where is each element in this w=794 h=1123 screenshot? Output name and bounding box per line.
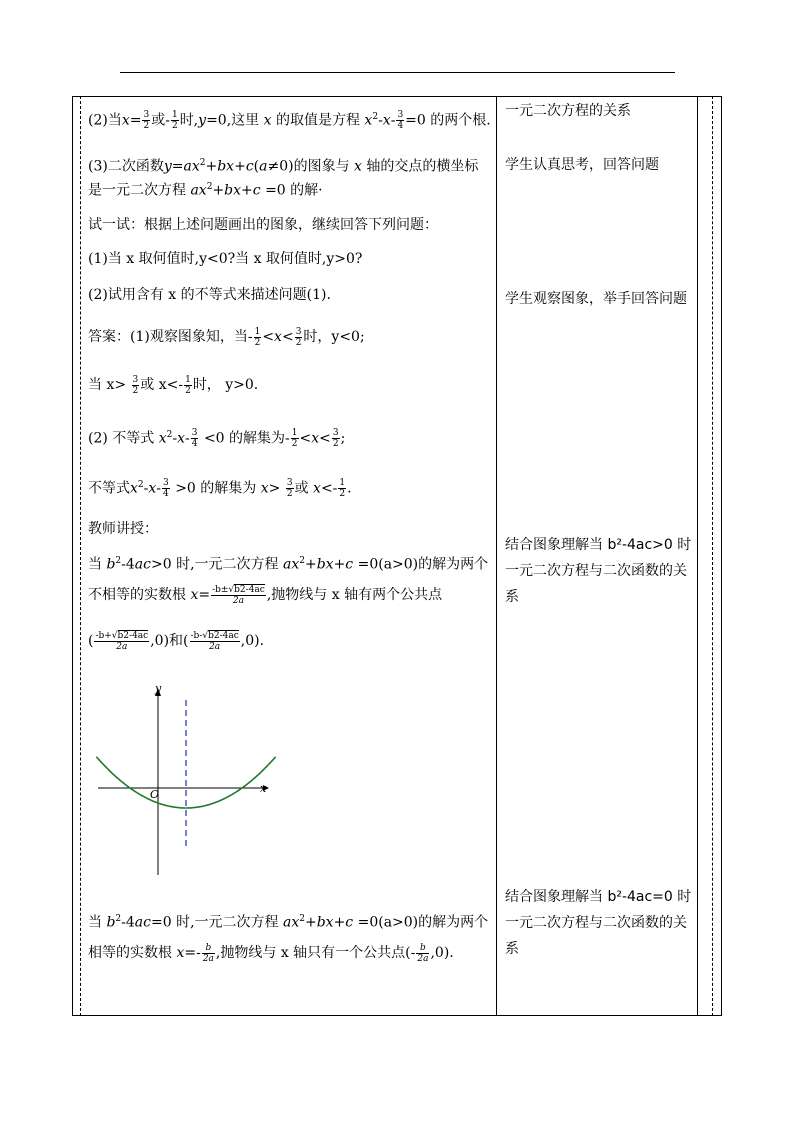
- parabola-graph: [88, 670, 288, 880]
- line-case1: 当 $b^2-4ac>0$ 时,一元二次方程 $ax^2+bx+c =0(a>0)$的解为两个: [88, 556, 489, 573]
- origin-label: O: [150, 788, 160, 801]
- line-equation: 是一元二次方程 $ax^2+bx+c =0$ 的解·: [88, 182, 323, 199]
- column-divider-right: [697, 96, 698, 1016]
- line-try: 试一试：根据上述问题画出的图象，继续回答下列问题：: [88, 217, 438, 233]
- header-rule: [120, 72, 675, 73]
- x-axis-label: x: [260, 782, 267, 795]
- line-case2-root: 相等的实数根 x=- $\frac{b}{2a}$ ,抛物线与 x 轴只有一个公共点(- $\frac{b}{2a}$ ,0).: [88, 942, 454, 964]
- line-ineq2: 不等式$x^2-x-$ $\frac{3}{4}$ >0 的解集为 x> $\frac{3}{2}$ 或 x<- $\frac{1}{2}$ .: [88, 478, 352, 500]
- line-q1: (1)当 x 取何值时,y<0?当 x 取何值时,y>0?: [88, 251, 363, 267]
- column-divider: [496, 96, 497, 1016]
- side-note-4: 结合图象理解当 b²-4ac>0 时一元二次方程与二次函数的关系: [505, 537, 692, 605]
- left-dashed-border: [80, 96, 81, 1016]
- line-ineq1: (2) 不等式 $x^2-x-$ $\frac{3}{4}$ <0 的解集为- $\frac{1}{2}$ <x< $\frac{3}{2}$ ;: [88, 428, 346, 450]
- line-quadratic: (3)二次函数$y=ax^2+bx+c(a\ne 0)$的图象与 x 轴的交点的横坐标: [88, 158, 479, 175]
- y-axis-label: y: [155, 682, 162, 695]
- line-case2: 当 $b^2-4ac=0$ 时,一元二次方程 $ax^2+bx+c =0(a>0)$的解为两个: [88, 914, 489, 931]
- side-note-5: 结合图象理解当 b²-4ac=0 时一元二次方程与二次函数的关系: [505, 889, 692, 957]
- side-note-1: 一元二次方程的关系: [505, 103, 631, 119]
- line-q2: (2)试用含有 x 的不等式来描述问题(1).: [88, 287, 331, 303]
- line-case1-points: ( $\frac{-b+√b2-4ac}{2a}$ ,0)和( $\frac{-b-√b2-4ac}{2a}$ ,0).: [88, 630, 265, 652]
- right-dashed-border: [712, 96, 713, 1016]
- line-answer2: 当 x> $\frac{3}{2}$ 或 x<- $\frac{1}{2}$ 时， y>0.: [88, 374, 259, 396]
- line-teacher: 教师讲授：: [88, 521, 158, 537]
- side-note-3: 学生观察图象，举手回答问题: [505, 291, 687, 307]
- side-note-2: 学生认真思考，回答问题: [505, 157, 659, 173]
- line-case1-roots: 不相等的实数根 x= $\frac{-b\pm√b2-4ac}{2a}$ ,抛物线与 x 轴有两个公共点: [88, 584, 443, 606]
- line-roots: (2)当x= $\frac{3}{2}$ 或- $\frac{1}{2}$ 时,y=0,这里 x 的取值是方程 $x^2-x-$ $\frac{3}{4}$ =0 的两个根.: [88, 110, 491, 132]
- line-answer1: 答案：(1)观察图象知，当- $\frac{1}{2}$ <x< $\frac{3}{2}$ 时，y<0;: [88, 326, 365, 348]
